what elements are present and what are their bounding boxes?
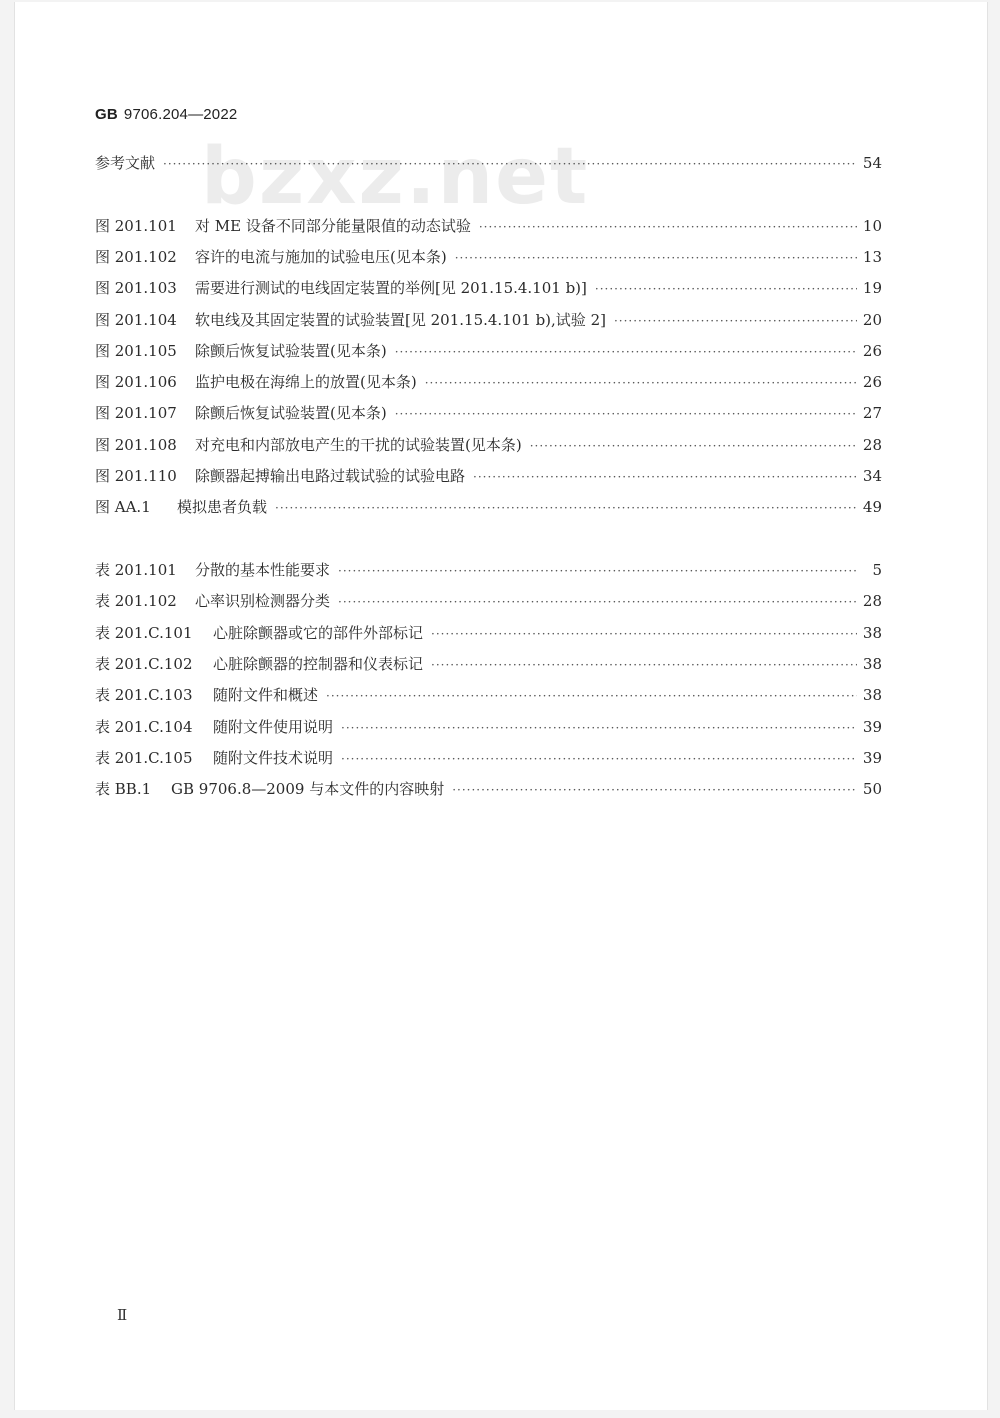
toc-entry-figure[interactable] (95, 277, 882, 299)
toc-entry-figure[interactable] (95, 402, 882, 424)
toc-page-number: 39 (862, 749, 882, 767)
toc-title: 需要进行测试的电线固定装置的举例[见 201.15.4.101 b)] (195, 279, 587, 297)
toc-leader-dots (425, 372, 857, 394)
toc-page-number: 38 (862, 655, 882, 673)
toc-entry-figure[interactable] (95, 371, 882, 393)
toc-entry-table[interactable] (95, 622, 882, 644)
toc-leader-dots (326, 685, 857, 707)
toc-page-number: 49 (862, 498, 882, 516)
toc-label: 图 201.108 (95, 436, 177, 454)
toc-leader-dots (395, 403, 857, 425)
toc-page-number: 20 (862, 311, 882, 329)
toc-page-number: 38 (862, 624, 882, 642)
toc-leader-dots (431, 654, 857, 676)
toc-page-number: 38 (862, 686, 882, 704)
toc-entry-table[interactable] (95, 559, 882, 581)
standard-header (95, 106, 237, 123)
toc-entry-table[interactable] (95, 716, 882, 738)
toc-leader-dots (341, 748, 857, 770)
toc-title: 参考文献 (95, 154, 156, 172)
toc-page-number: 34 (862, 467, 882, 485)
toc-title: GB 9706.8—2009 与本文件的内容映射 (171, 780, 445, 798)
document-page (14, 2, 988, 1410)
toc-leader-dots (341, 717, 857, 739)
toc-label: 表 201.C.105 (95, 749, 193, 767)
toc-label: 表 201.C.104 (95, 718, 193, 736)
toc-label: 图 201.105 (95, 342, 177, 360)
toc-label: 图 201.101 (95, 217, 177, 235)
toc-title: 软电线及其固定装置的试验装置[见 201.15.4.101 b),试验 2] (195, 311, 606, 329)
toc-title: 分散的基本性能要求 (195, 561, 331, 579)
toc-page-number: 26 (862, 373, 882, 391)
toc-leader-dots (614, 310, 857, 332)
toc-leader-dots (163, 153, 857, 175)
toc-title: 随附文件技术说明 (213, 749, 334, 767)
toc-leader-dots (473, 466, 857, 488)
toc-label: 图 201.102 (95, 248, 177, 266)
page-number: Ⅱ (117, 1306, 128, 1324)
toc-entry-table[interactable] (95, 590, 882, 612)
toc-leader-dots (338, 560, 858, 582)
toc-title: 心率识别检测器分类 (195, 592, 331, 610)
toc-leader-dots (452, 779, 857, 801)
toc-title: 容许的电流与施加的试验电压(见本条) (195, 248, 447, 266)
toc-label: 表 201.C.102 (95, 655, 193, 673)
toc-leader-dots (530, 435, 857, 457)
toc-label: 图 201.107 (95, 404, 177, 422)
toc-label: 图 AA.1 (95, 498, 151, 516)
toc-label: 图 201.110 (95, 467, 177, 485)
toc-label: 表 201.C.101 (95, 624, 193, 642)
watermark: bzxz.net (201, 132, 590, 222)
toc-title: 除颤后恢复试验装置(见本条) (195, 404, 387, 422)
toc-title: 心脏除颤器或它的部件外部标记 (213, 624, 424, 642)
toc-page-number: 26 (862, 342, 882, 360)
toc-entry-table[interactable] (95, 653, 882, 675)
toc-leader-dots (479, 216, 857, 238)
toc-page-number: 27 (862, 404, 882, 422)
toc-entry-figure[interactable] (95, 496, 882, 518)
toc-title: 随附文件使用说明 (213, 718, 334, 736)
toc-title: 随附文件和概述 (213, 686, 319, 704)
toc-entry-figure[interactable] (95, 340, 882, 362)
standard-number: 9706.204—2022 (123, 106, 238, 123)
toc-label: 表 201.C.103 (95, 686, 193, 704)
toc-entry-figure[interactable] (95, 246, 882, 268)
toc-entry-figure[interactable] (95, 309, 882, 331)
toc-page-number: 54 (862, 154, 882, 172)
toc-page-number: 28 (862, 436, 882, 454)
toc-leader-dots (275, 497, 857, 519)
toc-entry-figure[interactable] (95, 215, 882, 237)
toc-title: 监护电极在海绵上的放置(见本条) (195, 373, 417, 391)
toc-label: 表 BB.1 (95, 780, 152, 798)
toc-entry-table[interactable] (95, 747, 882, 769)
standard-prefix: GB (95, 106, 118, 123)
toc-page-number: 28 (862, 592, 882, 610)
toc-label: 图 201.104 (95, 311, 177, 329)
toc-page-number: 5 (872, 561, 882, 579)
toc-title: 模拟患者负载 (177, 498, 268, 516)
toc-title: 对充电和内部放电产生的干扰的试验装置(见本条) (195, 436, 522, 454)
toc-title: 心脏除颤器的控制器和仪表标记 (213, 655, 424, 673)
toc-leader-dots (395, 341, 857, 363)
toc-entry-figure[interactable] (95, 465, 882, 487)
toc-entry-table[interactable] (95, 778, 882, 800)
toc-label: 图 201.106 (95, 373, 177, 391)
toc-title: 除颤器起搏输出电路过载试验的试验电路 (195, 467, 466, 485)
toc-page-number: 13 (862, 248, 882, 266)
toc-page-number: 10 (862, 217, 882, 235)
toc-leader-dots (338, 591, 857, 613)
toc-entry-figure[interactable] (95, 434, 882, 456)
toc-page-number: 50 (862, 780, 882, 798)
toc-leader-dots (431, 623, 857, 645)
toc-entry-references[interactable] (95, 152, 882, 174)
toc-title: 除颤后恢复试验装置(见本条) (195, 342, 387, 360)
toc-leader-dots (595, 278, 857, 300)
toc-label: 图 201.103 (95, 279, 177, 297)
toc-page-number: 39 (862, 718, 882, 736)
toc-leader-dots (455, 247, 857, 269)
toc-entry-table[interactable] (95, 684, 882, 706)
toc-page-number: 19 (862, 279, 882, 297)
toc-title: 对 ME 设备不同部分能量限值的动态试验 (195, 217, 471, 235)
toc-label: 表 201.101 (95, 561, 177, 579)
toc-label: 表 201.102 (95, 592, 177, 610)
